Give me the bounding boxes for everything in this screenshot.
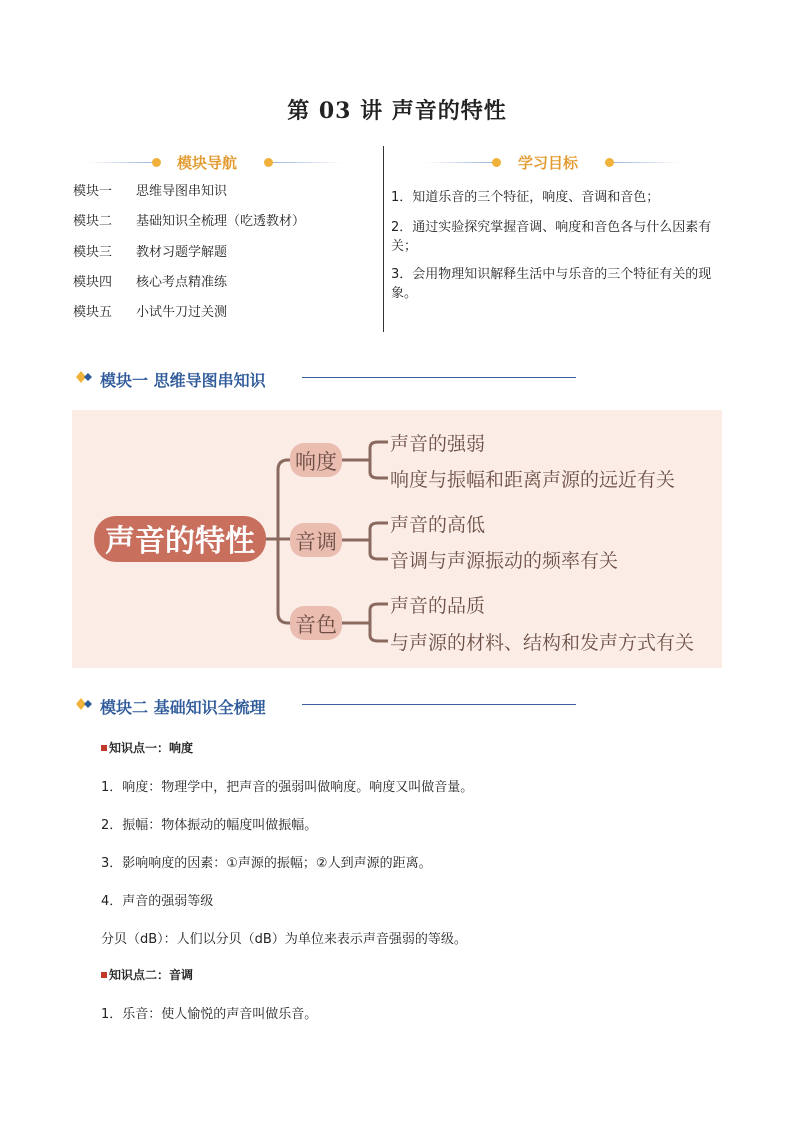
nav-heading-dot-right <box>264 158 273 167</box>
diamond-icon <box>76 697 94 711</box>
section-title: 模块二 基础知识全梳理 <box>100 698 266 717</box>
mindmap-leaf: 音调与声源振动的频率有关 <box>390 550 619 572</box>
paragraph: 2．振幅：物体振动的幅度叫做振幅。 <box>101 818 318 833</box>
nav-item-key: 模块四 <box>73 275 113 290</box>
paragraph: 1．响度：物理学中，把声音的强弱叫做响度。响度又叫做音量。 <box>101 780 474 795</box>
goals-heading-dot-right <box>605 158 614 167</box>
mindmap-connector <box>342 604 388 623</box>
nav-item-label: 基础知识全梳理（吃透教材） <box>136 214 306 229</box>
goals-heading-line-left <box>425 162 492 163</box>
page-title: 第 03 讲 声音的特性 <box>287 98 507 124</box>
goals-heading-dot-left <box>492 158 501 167</box>
mindmap-leaf: 声音的强弱 <box>390 433 486 455</box>
mindmap-leaf: 声音的高低 <box>390 514 486 536</box>
mindmap-connector <box>370 460 388 478</box>
mindmap-branch-label: 音调 <box>295 530 337 554</box>
paragraph: 1．乐音：使人愉悦的声音叫做乐音。 <box>101 1007 318 1022</box>
knowledge-point-text: 知识点一：响度 <box>109 741 194 755</box>
goal-item-3: 3．会用物理知识解释生活中与乐音的三个特征有关的现象。 <box>391 267 712 301</box>
paragraph: 3．影响响度的因素：①声源的振幅；②人到声源的距离。 <box>101 856 432 871</box>
diamond-icon <box>76 370 94 384</box>
nav-item-key: 模块三 <box>73 245 113 260</box>
nav-item-label: 小试牛刀过关测 <box>136 305 228 320</box>
nav-item-key: 模块二 <box>73 214 113 229</box>
knowledge-point-heading <box>101 966 193 983</box>
section-title: 模块一 思维导图串知识 <box>100 371 266 390</box>
nav-heading-line-right <box>273 162 343 163</box>
nav-item-key: 模块一 <box>73 184 113 199</box>
nav-item-key: 模块五 <box>73 305 113 320</box>
mindmap-connector <box>342 523 388 540</box>
nav-item-label: 核心考点精准练 <box>136 275 228 290</box>
mindmap-connector <box>266 460 290 539</box>
mindmap-connector <box>370 623 388 641</box>
mindmap-root-label: 声音的特性 <box>105 524 255 559</box>
goal-item-1: 1．知道乐音的三个特征，响度、音调和音色； <box>391 190 660 205</box>
bullet-square-icon <box>101 972 107 978</box>
paragraph: 分贝（dB）：人们以分贝（dB）为单位来表示声音强弱的等级。 <box>101 932 467 947</box>
goals-heading: 学习目标 <box>518 154 579 172</box>
knowledge-point-heading <box>101 739 193 756</box>
mindmap-diagram <box>72 410 722 668</box>
mindmap-connector <box>370 540 388 559</box>
mindmap-connector <box>266 539 290 623</box>
mindmap-leaf: 声音的品质 <box>390 595 486 617</box>
section-rule <box>302 377 576 378</box>
nav-heading: 模块导航 <box>177 154 238 172</box>
nav-item-label: 思维导图串知识 <box>136 184 228 199</box>
mindmap-leaf: 与声源的材料、结构和发声方式有关 <box>390 632 695 654</box>
paragraph: 4．声音的强弱等级 <box>101 894 214 909</box>
nav-item-4[interactable] <box>73 271 227 290</box>
bullet-square-icon <box>101 745 107 751</box>
nav-heading-line-left <box>88 162 152 163</box>
mindmap-branch-label: 音色 <box>295 613 337 637</box>
nav-item-5[interactable] <box>73 301 227 320</box>
nav-heading-dot-left <box>152 158 161 167</box>
goals-heading-line-right <box>614 162 680 163</box>
mindmap-leaf: 响度与振幅和距离声源的远近有关 <box>390 469 676 491</box>
mindmap-connector <box>342 442 388 460</box>
nav-item-2[interactable] <box>73 210 305 229</box>
goal-item-2: 2．通过实验探究掌握音调、响度和音色各与什么因素有关； <box>391 220 712 254</box>
mindmap-branch-label: 响度 <box>295 450 337 474</box>
nav-item-1[interactable] <box>73 180 227 199</box>
column-divider <box>383 146 384 332</box>
section-rule <box>302 704 576 705</box>
knowledge-point-text: 知识点二：音调 <box>109 968 194 982</box>
nav-item-label: 教材习题学解题 <box>136 245 228 260</box>
nav-item-3[interactable] <box>73 241 227 260</box>
